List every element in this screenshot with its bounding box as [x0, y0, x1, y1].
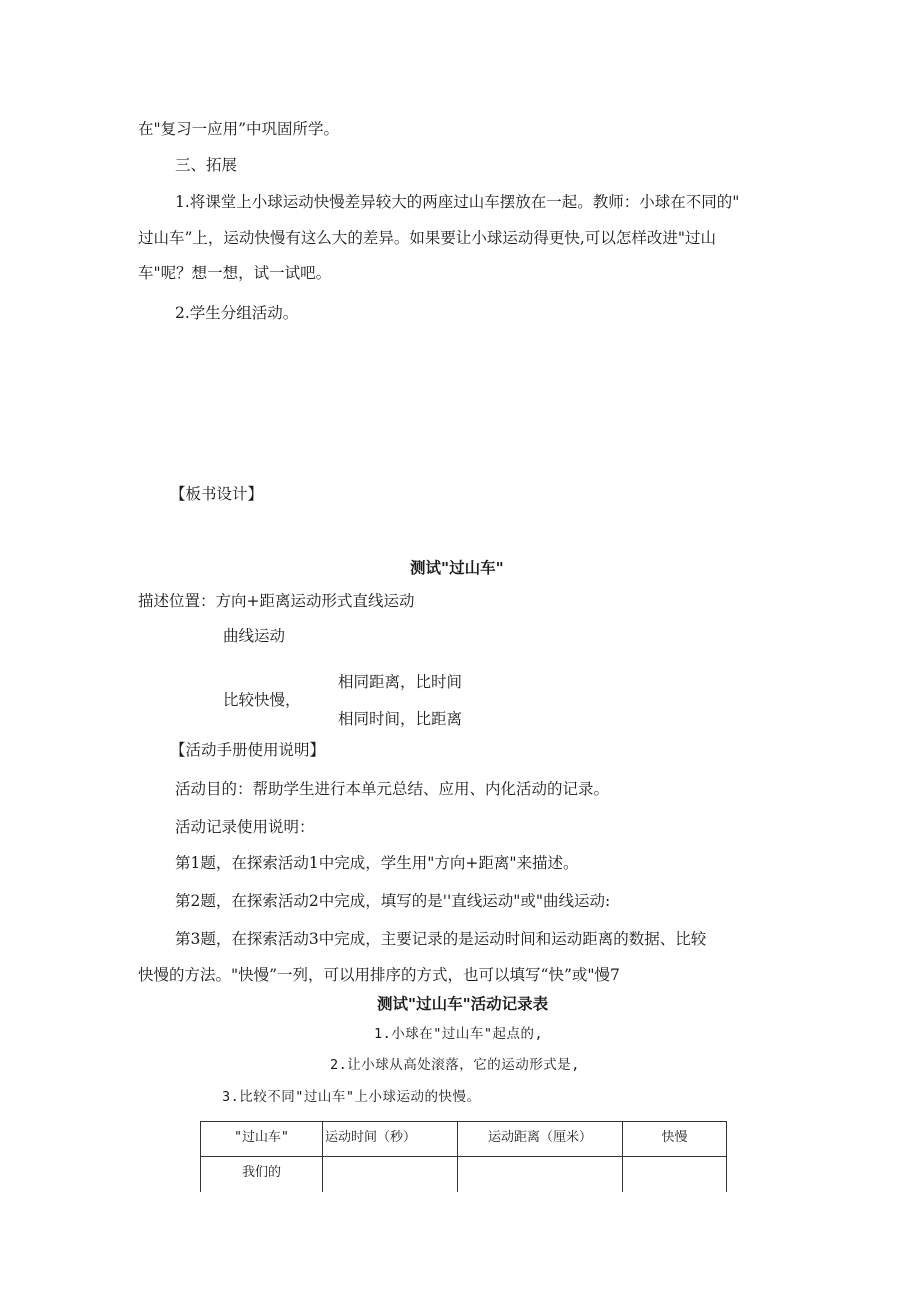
- table-row: [201, 1157, 727, 1193]
- table-cell: 我们的: [201, 1157, 323, 1193]
- worksheet-item-1: 1.小球在"过山车"起点的,: [374, 1026, 544, 1042]
- table-cell: [323, 1157, 458, 1193]
- manual-purpose: 活动目的：帮助学生进行本单元总结、应用、内化活动的记录。: [175, 780, 610, 798]
- worksheet-item-2: 2.让小球从高处滚落，它的运动形式是,: [330, 1057, 580, 1073]
- worksheet-item-3: 3.比较不同"过山车"上小球运动的快慢。: [222, 1089, 481, 1105]
- text-line-extension-2: 2.学生分组活动。: [175, 304, 299, 322]
- record-table: [200, 1121, 727, 1192]
- table-header-row: [201, 1122, 727, 1157]
- table-cell: [623, 1157, 727, 1193]
- table-header-cell: 运动距离（厘米）: [458, 1122, 623, 1157]
- board-same-distance: 相同距离，比时间: [338, 673, 463, 691]
- board-compare-label: 比较快慢，: [223, 691, 301, 709]
- manual-question-3a: 第3题，在探索活动3中完成，主要记录的是运动时间和运动距离的数据、比较: [175, 930, 707, 948]
- table-header-cell: 运动时间（秒）: [323, 1122, 458, 1157]
- board-curve-line: 曲线运动: [223, 627, 286, 645]
- board-describe-line: 描述位置：方向+距离运动形式直线运动: [138, 592, 415, 610]
- table-cell: [458, 1157, 623, 1193]
- section-heading-extension: 三、拓展: [175, 156, 238, 174]
- board-design-heading: 【板书设计】: [170, 485, 264, 503]
- manual-question-1: 第1题，在探索活动1中完成，学生用"方向+距离"来描述。: [175, 854, 579, 872]
- table-header-cell: 快慢: [623, 1122, 727, 1157]
- manual-question-3b: 快慢的方法。"快慢”一列，可以用排序的方式，也可以填写“快”或"慢7: [138, 966, 620, 984]
- manual-usage: 活动记录使用说明：: [175, 818, 315, 836]
- text-line-extension-1c: 车"呢？想一想，试一试吧。: [138, 264, 332, 282]
- board-title: 测试"过山车": [410, 559, 504, 577]
- text-line-extension-1a: 1.将课堂上小球运动快慢差异较大的两座过山车摆放在一起。教师：小球在不同的": [175, 193, 740, 211]
- table-header-cell: "过山车": [201, 1122, 323, 1157]
- manual-heading: 【活动手册使用说明】: [170, 741, 326, 759]
- board-same-time: 相同时间，比距离: [338, 710, 463, 728]
- text-line-review: 在"复习一应用”中巩固所学。: [138, 120, 340, 138]
- manual-question-2: 第2题，在探索活动2中完成，填写的是''直线运动"或"曲线运动:: [175, 892, 611, 910]
- worksheet-title: 测试"过山车"活动记录表: [377, 995, 549, 1013]
- text-line-extension-1b: 过山车”上，运动快慢有这么大的差异。如果要让小球运动得更快,可以怎样改进"过山: [138, 229, 716, 247]
